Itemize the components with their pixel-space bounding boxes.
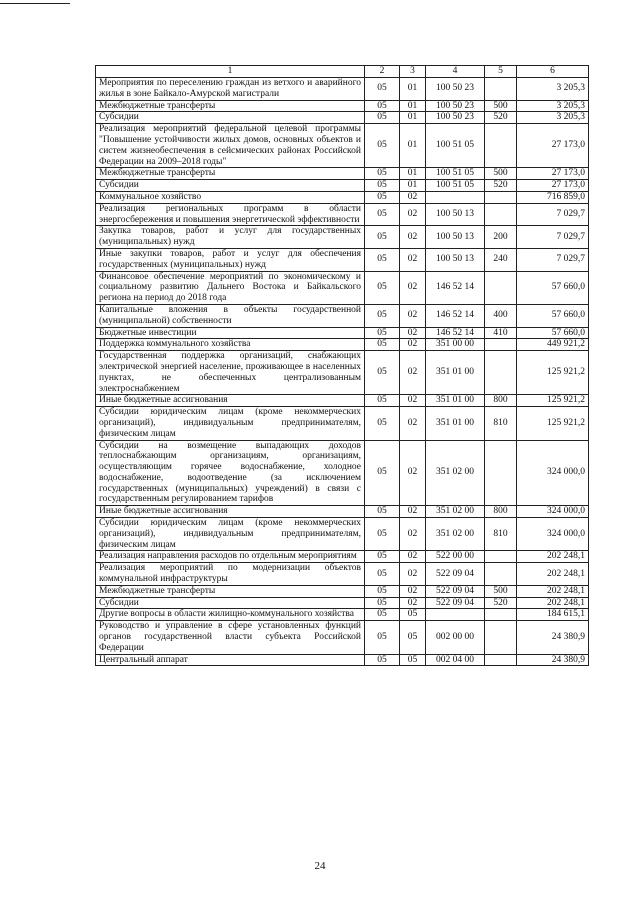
row-amount: 324 000,0 [517, 506, 589, 518]
row-name: Иные закупки товаров, работ и услуг для обеспечения государственных (муниципальных) нужд [96, 248, 365, 271]
row-section: 05 [365, 563, 400, 586]
row-name: Коммунальное хозяйство [96, 191, 365, 203]
row-expense-type [485, 654, 517, 666]
row-amount: 24 380,9 [517, 654, 589, 666]
budget-table [95, 65, 589, 666]
row-subsection: 02 [400, 506, 426, 518]
row-target-article: 351 02 00 [426, 518, 485, 551]
col-header-amount: 6 [517, 66, 589, 78]
row-section: 05 [365, 271, 400, 304]
row-subsection: 05 [400, 621, 426, 654]
row-name: Руководство и управление в сфере установленных функций органов государственной власти субъекта Российской Федерации [96, 621, 365, 654]
row-target-article: 522 09 04 [426, 597, 485, 609]
row-subsection: 02 [400, 191, 426, 203]
table-row [96, 597, 589, 609]
row-section: 05 [365, 112, 400, 124]
row-section: 05 [365, 203, 400, 226]
row-expense-type [485, 339, 517, 351]
row-name: Межбюджетные трансферты [96, 585, 365, 597]
row-expense-type [485, 609, 517, 621]
table-row [96, 407, 589, 440]
row-expense-type [485, 621, 517, 654]
row-name: Иные бюджетные ассигнования [96, 395, 365, 407]
table-row [96, 339, 589, 351]
table-row [96, 506, 589, 518]
row-expense-type [485, 124, 517, 168]
table-row [96, 585, 589, 597]
row-target-article: 100 50 13 [426, 203, 485, 226]
row-target-article: 100 50 23 [426, 78, 485, 101]
row-subsection: 02 [400, 585, 426, 597]
row-target-article: 146 52 14 [426, 327, 485, 339]
row-expense-type: 800 [485, 506, 517, 518]
col-header-target-article: 4 [426, 66, 485, 78]
row-amount: 716 859,0 [517, 191, 589, 203]
table-row [96, 351, 589, 395]
row-section: 05 [365, 78, 400, 101]
row-name: Субсидии юридическим лицам (кроме некоммерческих организаций), индивидуальным предпринимателям, физическим лицам [96, 518, 365, 551]
row-target-article [426, 191, 485, 203]
table-row [96, 168, 589, 180]
table-row [96, 654, 589, 666]
row-name: Субсидии [96, 112, 365, 124]
row-expense-type: 520 [485, 597, 517, 609]
row-subsection: 02 [400, 395, 426, 407]
row-name: Субсидии [96, 180, 365, 192]
row-subsection: 01 [400, 100, 426, 112]
row-target-article: 351 01 00 [426, 395, 485, 407]
row-expense-type: 500 [485, 585, 517, 597]
row-amount: 3 205,3 [517, 100, 589, 112]
row-section: 05 [365, 597, 400, 609]
row-section: 05 [365, 407, 400, 440]
row-expense-type [485, 351, 517, 395]
row-amount: 27 173,0 [517, 124, 589, 168]
row-section: 05 [365, 585, 400, 597]
row-amount: 3 205,3 [517, 112, 589, 124]
row-expense-type: 500 [485, 168, 517, 180]
table-row [96, 100, 589, 112]
row-amount: 57 660,0 [517, 327, 589, 339]
row-amount: 24 380,9 [517, 621, 589, 654]
row-amount: 324 000,0 [517, 518, 589, 551]
row-target-article: 100 51 05 [426, 124, 485, 168]
row-name: Межбюджетные трансферты [96, 100, 365, 112]
row-expense-type: 520 [485, 112, 517, 124]
row-expense-type: 410 [485, 327, 517, 339]
row-section: 05 [365, 124, 400, 168]
row-subsection: 02 [400, 351, 426, 395]
row-target-article: 351 02 00 [426, 506, 485, 518]
row-name: Государственная поддержка организаций, снабжающих электрической энергией население, проживающее в населенных пунктах, не обеспеченных централизованным электроснабжением [96, 351, 365, 395]
row-target-article: 100 50 23 [426, 100, 485, 112]
row-target-article: 100 50 13 [426, 248, 485, 271]
table-row [96, 226, 589, 249]
row-expense-type: 200 [485, 226, 517, 249]
row-amount: 7 029,7 [517, 203, 589, 226]
row-target-article: 522 00 00 [426, 551, 485, 563]
table-row [96, 304, 589, 327]
row-name: Субсидии юридическим лицам (кроме некоммерческих организаций), индивидуальным предпринимателям, физическим лицам [96, 407, 365, 440]
row-subsection: 02 [400, 597, 426, 609]
row-subsection: 02 [400, 518, 426, 551]
row-target-article: 100 51 05 [426, 168, 485, 180]
row-expense-type [485, 551, 517, 563]
row-name: Реализация мероприятий федеральной целевой программы "Повышение устойчивости жилых домов, основных объектов и систем жизнеобеспечения в сейсмических районах Российской Федерации на 2009–2018 годы" [96, 124, 365, 168]
row-name: Другие вопросы в области жилищно-коммунального хозяйства [96, 609, 365, 621]
row-name: Поддержка коммунального хозяйства [96, 339, 365, 351]
row-name: Реализация региональных программ в области энергосбережения и повышения энергетической эффективности [96, 203, 365, 226]
row-amount: 324 000,0 [517, 440, 589, 506]
row-target-article: 002 00 00 [426, 621, 485, 654]
row-target-article: 002 04 00 [426, 654, 485, 666]
row-section: 05 [365, 248, 400, 271]
row-subsection: 01 [400, 112, 426, 124]
row-expense-type [485, 203, 517, 226]
row-expense-type: 810 [485, 407, 517, 440]
row-target-article: 351 01 00 [426, 407, 485, 440]
row-target-article: 351 01 00 [426, 351, 485, 395]
row-section: 05 [365, 351, 400, 395]
row-section: 05 [365, 621, 400, 654]
col-header-expense-type: 5 [485, 66, 517, 78]
row-subsection: 02 [400, 551, 426, 563]
table-row [96, 112, 589, 124]
row-target-article: 100 50 23 [426, 112, 485, 124]
row-name: Субсидии на возмещение выпадающих доходов теплоснабжающим организациям, организациям, осуществляющим горячее водоснабжение, холодное водоснабжение, водоотведение (за исключением государственных (муниципальных) учреждений) в связи с государственным регулированием тарифов [96, 440, 365, 506]
row-section: 05 [365, 304, 400, 327]
table-row [96, 271, 589, 304]
row-name: Бюджетные инвестиции [96, 327, 365, 339]
row-section: 05 [365, 551, 400, 563]
row-target-article: 100 51 05 [426, 180, 485, 192]
table-row [96, 440, 589, 506]
row-subsection: 01 [400, 180, 426, 192]
row-target-article: 146 52 14 [426, 271, 485, 304]
row-amount: 125 921,2 [517, 395, 589, 407]
row-name: Межбюджетные трансферты [96, 168, 365, 180]
row-amount: 57 660,0 [517, 271, 589, 304]
row-target-article: 100 50 13 [426, 226, 485, 249]
row-amount: 27 173,0 [517, 168, 589, 180]
row-section: 05 [365, 100, 400, 112]
row-subsection: 02 [400, 440, 426, 506]
table-row [96, 124, 589, 168]
row-amount: 7 029,7 [517, 248, 589, 271]
row-subsection: 01 [400, 78, 426, 101]
table-row [96, 395, 589, 407]
row-expense-type [485, 78, 517, 101]
row-section: 05 [365, 506, 400, 518]
row-section: 05 [365, 168, 400, 180]
row-name: Капитальные вложения в объекты государственной (муниципальной) собственности [96, 304, 365, 327]
table-row [96, 563, 589, 586]
row-target-article: 351 02 00 [426, 440, 485, 506]
row-section: 05 [365, 609, 400, 621]
row-subsection: 02 [400, 203, 426, 226]
row-section: 05 [365, 327, 400, 339]
table-row [96, 191, 589, 203]
row-name: Финансовое обеспечение мероприятий по экономическому и социальному развитию Дальнего Востока и Байкальского региона на период до 2018 года [96, 271, 365, 304]
row-amount: 202 248,1 [517, 563, 589, 586]
row-amount: 202 248,1 [517, 597, 589, 609]
row-expense-type: 400 [485, 304, 517, 327]
row-subsection: 02 [400, 563, 426, 586]
row-section: 05 [365, 440, 400, 506]
row-name: Реализация направления расходов по отдельным мероприятиям [96, 551, 365, 563]
row-section: 05 [365, 226, 400, 249]
row-subsection: 01 [400, 124, 426, 168]
row-subsection: 05 [400, 654, 426, 666]
table-row [96, 551, 589, 563]
table-row [96, 78, 589, 101]
row-expense-type [485, 191, 517, 203]
row-subsection: 02 [400, 304, 426, 327]
row-name: Субсидии [96, 597, 365, 609]
row-amount: 27 173,0 [517, 180, 589, 192]
row-subsection: 01 [400, 168, 426, 180]
row-section: 05 [365, 395, 400, 407]
table-row [96, 248, 589, 271]
row-target-article [426, 609, 485, 621]
row-expense-type: 240 [485, 248, 517, 271]
row-section: 05 [365, 180, 400, 192]
row-subsection: 02 [400, 407, 426, 440]
table-row [96, 518, 589, 551]
row-name: Мероприятия по переселению граждан из ветхого и аварийного жилья в зоне Байкало-Амурской магистрали [96, 78, 365, 101]
row-amount: 202 248,1 [517, 585, 589, 597]
row-amount: 125 921,2 [517, 407, 589, 440]
table-row [96, 203, 589, 226]
row-amount: 3 205,3 [517, 78, 589, 101]
row-amount: 449 921,2 [517, 339, 589, 351]
row-subsection: 02 [400, 248, 426, 271]
row-target-article: 522 09 04 [426, 585, 485, 597]
row-name: Закупка товаров, работ и услуг для государственных (муниципальных) нужд [96, 226, 365, 249]
row-subsection: 02 [400, 327, 426, 339]
row-amount: 125 921,2 [517, 351, 589, 395]
row-expense-type: 500 [485, 100, 517, 112]
row-expense-type: 800 [485, 395, 517, 407]
row-amount: 7 029,7 [517, 226, 589, 249]
row-section: 05 [365, 654, 400, 666]
row-expense-type: 520 [485, 180, 517, 192]
row-amount: 184 615,1 [517, 609, 589, 621]
row-section: 05 [365, 518, 400, 551]
row-subsection: 02 [400, 271, 426, 304]
row-amount: 57 660,0 [517, 304, 589, 327]
row-expense-type: 810 [485, 518, 517, 551]
top-rule [0, 3, 70, 4]
row-name: Иные бюджетные ассигнования [96, 506, 365, 518]
table-row [96, 180, 589, 192]
row-expense-type [485, 440, 517, 506]
row-section: 05 [365, 339, 400, 351]
row-subsection: 05 [400, 609, 426, 621]
row-expense-type [485, 271, 517, 304]
row-subsection: 02 [400, 226, 426, 249]
row-target-article: 351 00 00 [426, 339, 485, 351]
table-row [96, 621, 589, 654]
row-target-article: 522 09 04 [426, 563, 485, 586]
page-number: 24 [314, 860, 326, 872]
row-name: Реализация мероприятий по модернизации объектов коммунальной инфраструктуры [96, 563, 365, 586]
row-subsection: 02 [400, 339, 426, 351]
table-row [96, 327, 589, 339]
col-header-name: 1 [96, 66, 365, 78]
header-row [96, 66, 589, 78]
row-section: 05 [365, 191, 400, 203]
row-expense-type [485, 563, 517, 586]
table-row [96, 609, 589, 621]
col-header-subsection: 3 [400, 66, 426, 78]
row-target-article: 146 52 14 [426, 304, 485, 327]
col-header-section: 2 [365, 66, 400, 78]
row-name: Центральный аппарат [96, 654, 365, 666]
row-amount: 202 248,1 [517, 551, 589, 563]
